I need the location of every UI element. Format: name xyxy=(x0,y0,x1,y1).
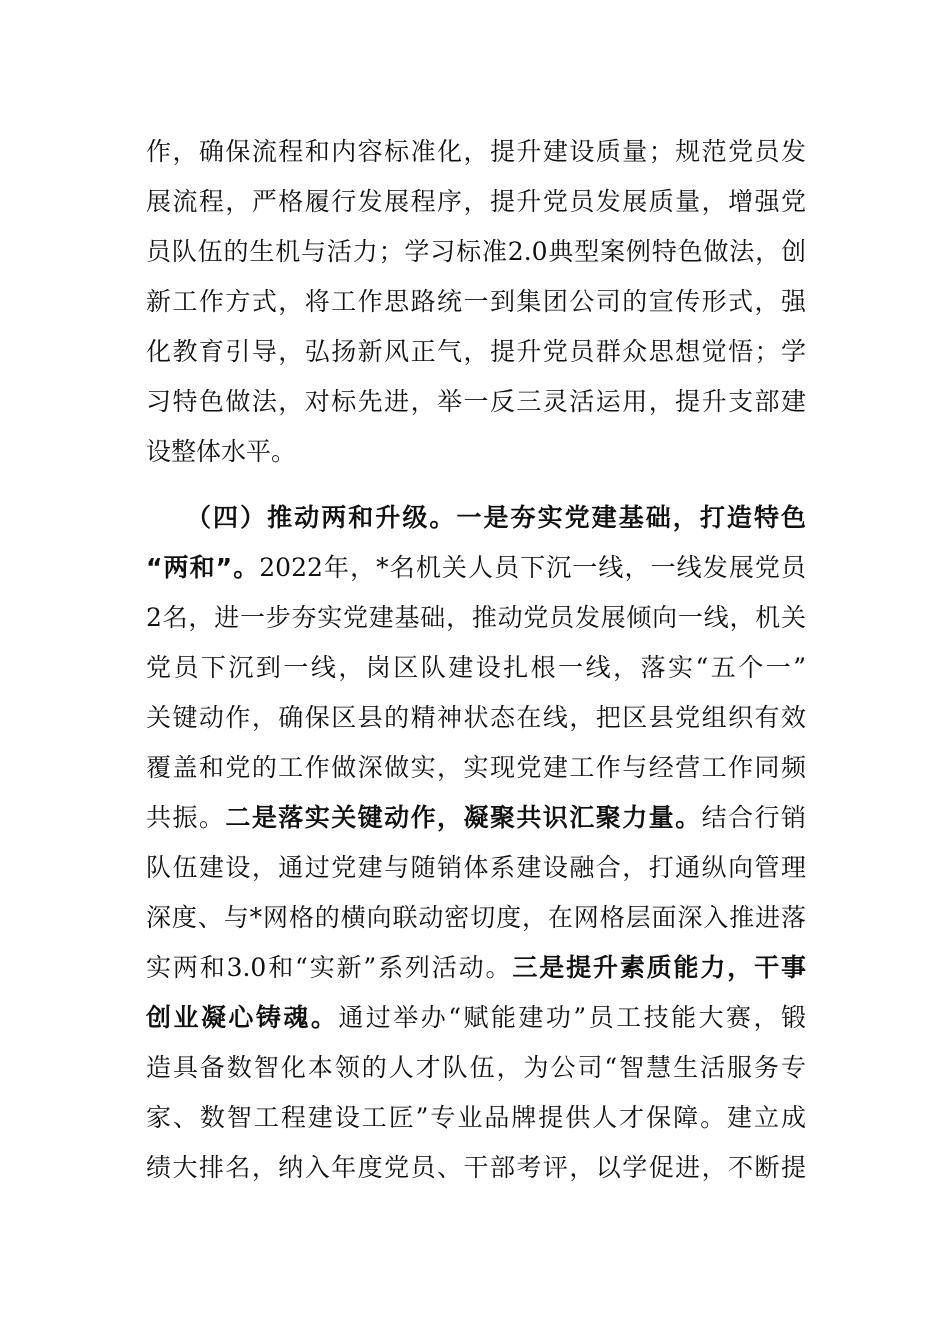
text-run: 结合行销 xyxy=(701,803,806,832)
text-line: 党员下沉到一线，岗区队建设扎根一线，落实“五个一” xyxy=(146,653,806,682)
text-run: 2022年，*名机关人员下沉一线，一线发展党员 xyxy=(259,553,806,582)
text-line: 员队伍的生机与活力；学习标准2.0典型案例特色做法，创 xyxy=(146,237,806,266)
text-line xyxy=(146,543,806,593)
text-line: 化教育引导，弘扬新风正气，提升党员群众思想觉悟；学 xyxy=(146,337,806,366)
bold-phrase: 二是落实关键动作，凝聚共识汇聚力量。 xyxy=(225,803,702,832)
bold-phrase: “两和”。 xyxy=(146,553,260,582)
text-run: 通过举办“赋能建功”员工技能大赛，锻 xyxy=(338,1003,806,1032)
section-heading-line: （四）推动两和升级。一是夯实党建基础，打造特色 xyxy=(186,503,806,532)
bold-phrase: 创业凝心铸魂。 xyxy=(146,1003,339,1032)
text-line: 2名，进一步夯实党建基础，推动党员发展倾向一线，机关 xyxy=(146,603,806,632)
text-line xyxy=(146,793,806,843)
text-line xyxy=(146,993,806,1043)
text-line: 习特色做法，对标先进，举一反三灵活运用，提升支部建 xyxy=(146,387,806,416)
text-line: 作，确保流程和内容标准化，提升建设质量；规范党员发 xyxy=(146,137,806,166)
text-line: 设整体水平。 xyxy=(146,437,297,466)
text-line: 关键动作，确保区县的精神状态在线，把区县党组织有效 xyxy=(146,703,806,732)
text-line: 覆盖和党的工作做深做实，实现党建工作与经营工作同频 xyxy=(146,753,806,782)
bold-phrase: 三是提升素质能力，干事 xyxy=(512,953,806,982)
text-line: 绩大排名，纳入年度党员、干部考评，以学促进，不断提 xyxy=(146,1153,806,1182)
text-line: 家、数智工程建设工匠”专业品牌提供人才保障。建立成 xyxy=(146,1103,806,1132)
text-line: 新工作方式，将工作思路统一到集团公司的宣传形式，强 xyxy=(146,287,806,316)
text-run: 实两和3.0和“实新”系列活动。 xyxy=(146,953,513,982)
text-line xyxy=(146,943,806,993)
text-line: 造具备数智化本领的人才队伍，为公司“智慧生活服务专 xyxy=(146,1053,806,1082)
text-line: 队伍建设，通过党建与随销体系建设融合，打通纵向管理 xyxy=(146,853,806,882)
text-line: 深度、与*网格的横向联动密切度，在网格层面深入推进落 xyxy=(146,903,806,932)
text-line: 展流程，严格履行发展程序，提升党员发展质量，增强党 xyxy=(146,187,806,216)
text-run: 共振。 xyxy=(146,803,226,832)
